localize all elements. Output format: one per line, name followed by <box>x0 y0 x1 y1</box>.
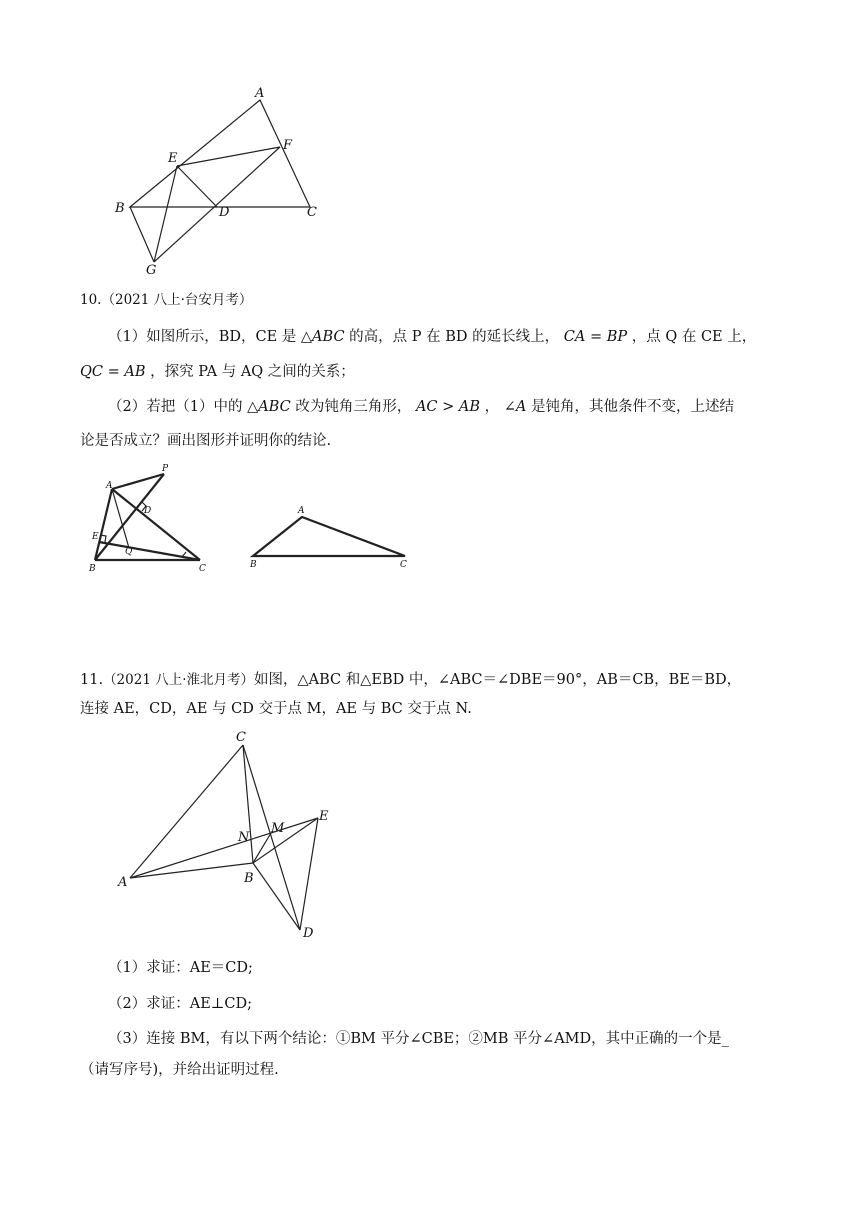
label-a: A <box>255 86 265 101</box>
q10-p1-text3: ，点 Q 在 CE 上， <box>627 329 757 345</box>
q10-p2-math2: AC > AB <box>415 399 480 415</box>
figure-problem-9 <box>100 80 350 280</box>
q11-statement-1: 如图，△ABC 和△EBD 中，∠ABC＝∠DBE＝90°，AB＝CB，BE＝BD， <box>254 672 742 688</box>
q11-source: （2021 八上·淮北月考） <box>103 672 255 688</box>
q10-p2-text1: （2）若把（1）中的 <box>108 399 248 415</box>
label-d: D <box>144 506 152 516</box>
label-p: P <box>162 464 169 474</box>
q10-p2-text2: 改为钝角三角形， <box>290 399 416 415</box>
q10-number: 10. <box>80 292 102 308</box>
segment-ed <box>300 818 318 930</box>
segment-ac <box>130 745 243 878</box>
segment-ef <box>177 147 280 166</box>
label-e: E <box>168 151 178 166</box>
figure-problem-11 <box>110 725 350 945</box>
q11-number: 11. <box>80 672 104 688</box>
label-d: D <box>303 926 314 941</box>
q10-p2-text4: 是钝角，其他条件不变，上述结 <box>526 399 734 415</box>
figure-problem-10-left <box>82 462 222 582</box>
q10-p2-text3: ， <box>480 399 504 415</box>
label-e: E <box>319 809 329 824</box>
q10-p1-math2: CA = BP <box>563 329 628 345</box>
label-n: N <box>238 830 250 845</box>
segment-ap <box>112 474 164 489</box>
label-a: A <box>118 875 128 890</box>
q11-sub3-line2: （请写序号)，并给出证明过程. <box>80 1062 279 1078</box>
q10-p1-math1: △ABC <box>300 329 345 345</box>
q10-p1-math3: QC = AB <box>80 364 146 380</box>
label-e: E <box>92 532 99 542</box>
q11-statement-2: 连接 AE，CD，AE 与 CD 交于点 M，AE 与 BC 交于点 N. <box>80 701 472 717</box>
label-f: F <box>283 138 293 153</box>
segment-ab <box>130 863 253 878</box>
label-b: B <box>244 871 254 886</box>
segment-ed <box>177 166 217 207</box>
q10-part1-line2 <box>80 362 355 382</box>
label-a: A <box>106 481 113 491</box>
label-b: B <box>89 564 96 574</box>
q11-line1 <box>80 670 741 690</box>
triangle-abc <box>130 100 310 207</box>
q11-sub1: （1）求证：AE＝CD; <box>108 960 253 976</box>
figure-problem-10-right <box>240 500 420 580</box>
q10-p2-math1: △ABC <box>247 399 291 415</box>
segment-aq <box>112 489 129 548</box>
q10-part1-line <box>108 327 756 347</box>
label-b: B <box>250 560 257 570</box>
label-d: D <box>219 205 230 220</box>
label-c: C <box>199 564 206 574</box>
q10-p1-text2: 的高，点 P 在 BD 的延长线上， <box>344 329 564 345</box>
q10-p2-math3: ∠A <box>503 399 527 415</box>
segment-eg <box>154 166 177 262</box>
q11-sub2: （2）求证：AE⊥CD; <box>108 996 253 1012</box>
q10-header <box>80 290 252 310</box>
q10-part2-line <box>108 397 734 417</box>
label-c: C <box>307 205 317 220</box>
label-g: G <box>146 263 157 278</box>
segment-ae <box>130 818 318 878</box>
q10-source: （2021 八上·台安月考） <box>101 292 253 308</box>
label-b: B <box>115 201 125 216</box>
label-c: C <box>236 730 246 745</box>
q11-sub3-line1: （3）连接 BM，有以下两个结论：①BM 平分∠CBE；②MB 平分∠AMD，其中正确的一个是_ <box>108 1031 729 1047</box>
label-c: C <box>400 560 407 570</box>
label-m: M <box>271 821 285 836</box>
q10-p2-text5: 论是否成立？画出图形并证明你的结论. <box>80 433 332 449</box>
segment-be <box>253 818 318 863</box>
obtuse-triangle-abc <box>253 517 405 556</box>
q10-p1-text4: ，探究 PA 与 AQ 之间的关系； <box>145 364 355 380</box>
label-a: A <box>298 506 305 516</box>
segment-ce <box>99 542 200 560</box>
segment-bd <box>253 863 300 930</box>
segment-bg <box>130 207 154 262</box>
q10-part2-line2 <box>80 431 331 451</box>
q10-p1-text1: （1）如图所示，BD，CE 是 <box>108 329 301 345</box>
segment-cd <box>243 745 300 930</box>
label-q: Q <box>125 547 133 557</box>
q11-line2 <box>80 699 472 719</box>
